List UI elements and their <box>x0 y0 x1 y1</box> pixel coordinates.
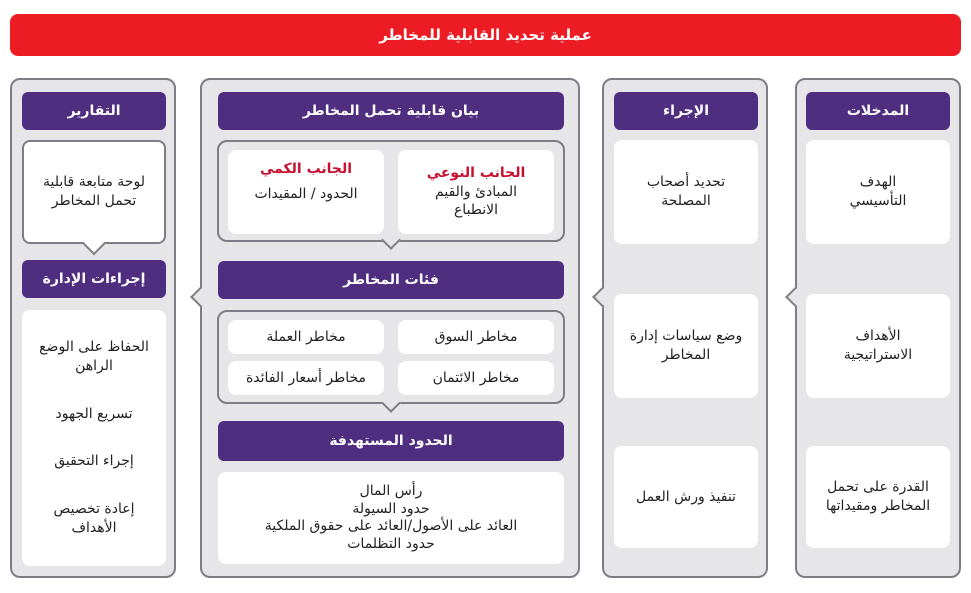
quantitative-aspect-card <box>228 150 384 234</box>
risk-category <box>398 361 554 395</box>
procedure-item <box>614 294 758 398</box>
quantitative-aspect-title: الجانب الكمي <box>259 161 353 177</box>
management-action: تسريع الجهود <box>55 405 133 422</box>
target-limit: رأس المال <box>359 483 423 499</box>
management-action: إعادة تخصيص الأهداف <box>53 500 135 536</box>
inputs-header: المدخلات <box>806 92 950 130</box>
target-limit: حدود التظلمات <box>347 535 435 552</box>
risk-category-label: مخاطر الائتمان <box>432 369 520 386</box>
risk-category-label: مخاطر أسعار الفائدة <box>245 369 367 386</box>
management-actions-header: إجراءات الإدارة <box>22 260 166 298</box>
input-item <box>806 140 950 244</box>
risk-category <box>228 361 384 395</box>
process-title: عملية تحديد القابلية للمخاطر <box>379 26 592 44</box>
procedure-header: الإجراء <box>614 92 758 130</box>
risk-category <box>228 320 384 354</box>
quantitative-aspect-body: الحدود / المقيدات <box>254 185 358 202</box>
input-item-text: الأهداف الاستراتيجية <box>843 328 913 363</box>
input-item <box>806 294 950 398</box>
target-limit: العائد على الأصول/العائد على حقوق الملكية <box>264 518 518 534</box>
input-item-text: القدرة على تحمل المخاطر ومقيداتها <box>825 479 931 514</box>
process-title-banner <box>10 14 961 56</box>
risk-category <box>398 320 554 354</box>
procedure-item-text: وضع سياسات إدارة المخاطر <box>629 328 743 363</box>
risk-category-label: مخاطر السوق <box>434 328 518 345</box>
risk-dashboard-card <box>22 140 166 244</box>
risk-category-label: مخاطر العملة <box>266 328 346 345</box>
procedure-item-text: تنفيذ ورش العمل <box>636 488 736 505</box>
risk-dashboard-text: لوحة متابعة قابلية تحمل المخاطر <box>43 174 145 209</box>
management-action: الحفاظ على الوضع الراهن <box>39 339 149 375</box>
reports-header: التقارير <box>22 92 166 130</box>
input-item-text: الهدف التأسيسي <box>849 174 907 209</box>
input-item <box>806 446 950 548</box>
procedure-item <box>614 140 758 244</box>
target-limits-card <box>218 472 564 564</box>
management-actions-card <box>22 310 166 566</box>
procedure-item <box>614 446 758 548</box>
qualitative-aspect-title: الجانب النوعي <box>426 164 526 181</box>
statement-header: بيان قابلية تحمل المخاطر <box>218 92 564 130</box>
risk-categories-header: فئات المخاطر <box>218 261 564 299</box>
qualitative-aspect-body: المبادئ والقيم الانطباع <box>435 183 517 219</box>
management-action: إجراء التحقيق <box>54 453 134 470</box>
target-limit: حدود السيولة <box>352 500 430 517</box>
target-limits-header: الحدود المستهدفة <box>218 421 564 461</box>
qualitative-aspect-card <box>398 150 554 234</box>
procedure-item-text: تحديد أصحاب المصلحة <box>646 174 726 209</box>
